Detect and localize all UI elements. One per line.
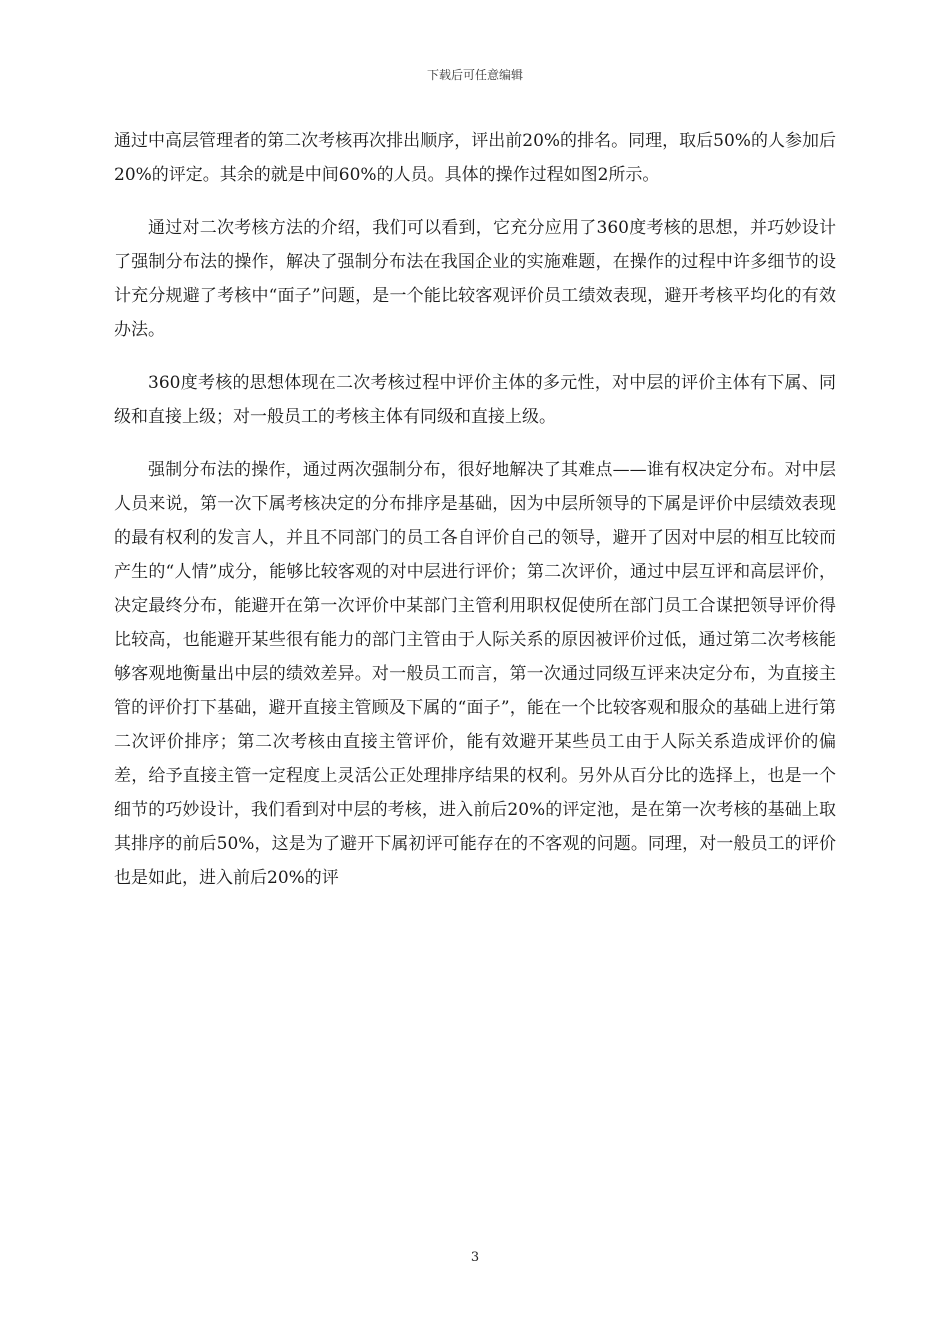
page-header: 下载后可任意编辑	[426, 68, 523, 82]
paragraph-continuation: 通过中高层管理者的第二次考核再次排出顺序，评出前20%的排名。同理，取后50%的人参加后20%的评定。其余的就是中间60%的人员。具体的操作过程如图2所示。	[114, 131, 836, 185]
paragraph-360-appraisal: 360度考核的思想体现在二次考核过程中评价主体的多元性，对中层的评价主体有下属、同级和直接上级；对一般员工的考核主体有同级和直接上级。	[114, 373, 836, 427]
document-body	[114, 124, 836, 914]
paragraph-method-summary: 通过对二次考核方法的介绍，我们可以看到，它充分应用了360度考核的思想，并巧妙设计了强制分布法的操作，解决了强制分布法在我国企业的实施难题，在操作的过程中许多细节的设计充分规避了考核中“面子”问题，是一个能比较客观评价员工绩效表现，避开考核平均化的有效办法。	[114, 218, 836, 340]
page-number: 3	[470, 1250, 480, 1265]
paragraph-forced-distribution: 强制分布法的操作，通过两次强制分布，很好地解决了其难点——谁有权决定分布。对中层人员来说，第一次下属考核决定的分布排序是基础，因为中层所领导的下属是评价中层绩效表现的最有权利的发言人，并且不同部门的员工各自评价自己的领导，避开了因对中层的相互比较而产生的“人情”成分，能够比较客观的对中层进行评价；第二次评价，通过中层互评和高层评价，决定最终分布，能避开在第一次评价中某部门主管利用职权促使所在部门员工合谋把领导评价得比较高，也能避开某些很有能力的部门主管由于人际关系的原因被评价过低，通过第二次考核能够客观地衡量出中层的绩效差异。对一般员工而言，第一次通过同级互评来决定分布，为直接主管的评价打下基础，避开直接主管顾及下属的“面子”，能在一个比较客观和服众的基础上进行第二次评价排序；第二次考核由直接主管评价，能有效避开某些员工由于人际关系造成评价的偏差，给予直接主管一定程度上灵活公正处理排序结果的权利。另外从百分比的选择上，也是一个细节的巧妙设计，我们看到对中层的考核，进入前后20%的评定池，是在第一次考核的基础上取其排序的前后50%，这是为了避开下属初评可能存在的不客观的问题。同理，对一般员工的评价也是如此，进入前后20%的评	[114, 460, 836, 888]
